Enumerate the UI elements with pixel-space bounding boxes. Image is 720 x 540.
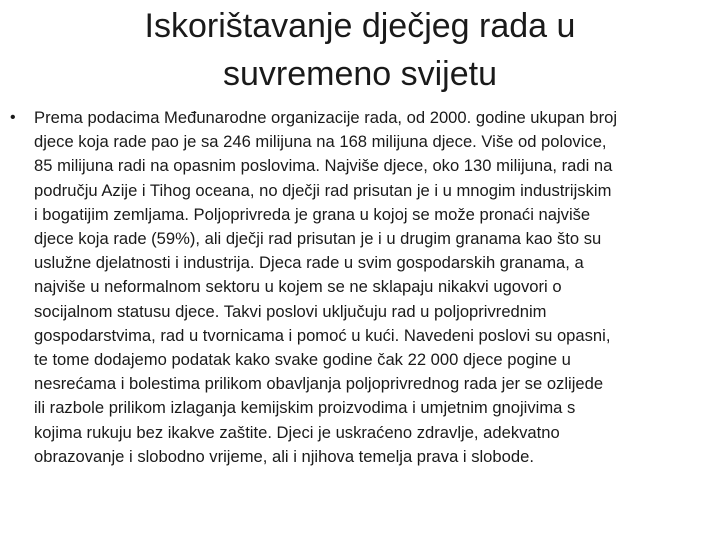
body-line-2: djece koja rade pao je sa 246 milijuna na 168 milijuna djece. Više od polovice, [34,132,607,152]
body-line-1: Prema podacima Međunarodne organizacije rada, od 2000. godine ukupan broj [34,108,618,127]
body-line-4: području Azije i Tihog oceana, no dječji rad prisutan je i u mnogim industrijskim [34,180,612,200]
body-line-5: i bogatijim zemljama. Poljoprivreda je grana u kojoj se može pronaći najviše [34,204,591,224]
body-line-13: ili razbole prilikom izlaganja kemijskim proizvodima i umjetnim gnojivima s [34,398,576,418]
body-line-12: nesrećama i bolestima prilikom obavljanja poljoprivrednog rada jer se ozlijede [34,374,604,394]
body-line-10: gospodarstvima, rad u tvornicama i pomoć u kući. Navedeni poslovi su opasni, [34,325,611,345]
body-line-3: 85 milijuna radi na opasnim poslovima. Najviše djece, oko 130 milijuna, radi na [34,156,613,176]
body-line-7: uslužne djelatnosti i industrija. Djeca rade u svim gospodarskih granama, a [34,253,584,273]
body-line-11: te tome dodajemo podatak kako svake godine čak 22 000 djece pogine u [34,350,571,370]
bullet-item [8,106,708,469]
slide-title [40,2,680,98]
bullet-icon: • [10,109,16,126]
body-line-14: kojima rukuju bez ikakve zaštite. Djeci je uskraćeno zdravlje, adekvatno [34,422,560,442]
body-line-15: obrazovanje i slobodno vrijeme, ali i njihova temelja prava i slobode. [34,446,534,466]
title-line-2: suvremeno svijetu [222,55,497,93]
slide-body [8,106,708,469]
body-line-6: djece koja rade (59%), ali dječji rad prisutan je i u drugim granama kao što su [34,229,602,249]
body-line-8: najviše u neformalnom sektoru u kojem se ne sklapaju nikakvi ugovori o [34,277,562,297]
title-line-1: Iskorištavanje dječjeg rada u [144,7,576,45]
body-line-9: socijalnom statusu djece. Takvi poslovi uključuju rad u poljoprivrednim [34,301,547,321]
